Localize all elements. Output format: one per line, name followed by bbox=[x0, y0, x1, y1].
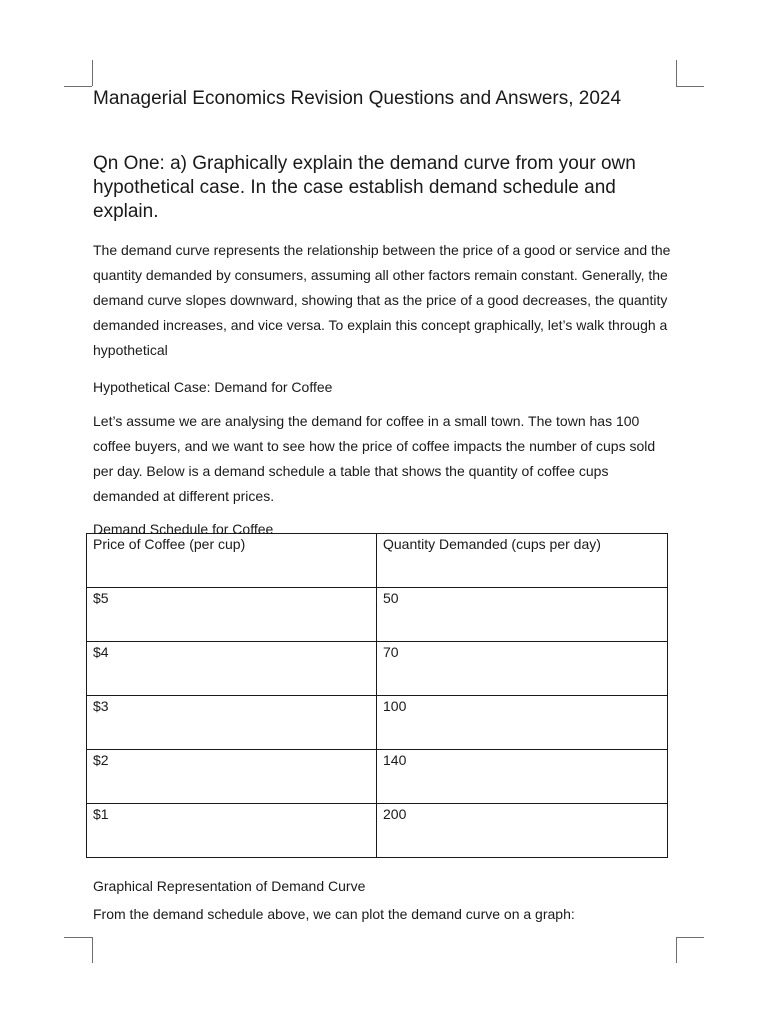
crop-mark-bottom-right-vertical bbox=[676, 937, 677, 963]
crop-mark-top-left-horizontal bbox=[64, 86, 92, 87]
case-paragraph: Let’s assume we are analysing the demand for coffee in a small town. The town has 100 coffee buyers, and we want to see how the price of coffee impacts the number of cups sold per day. Below is a demand schedule a table that shows the quantity of coffee cups demanded at different prices. bbox=[93, 413, 656, 504]
table-cell-quantity: 50 bbox=[377, 588, 668, 642]
table-row bbox=[87, 588, 668, 642]
table-cell-quantity: 100 bbox=[377, 696, 668, 750]
table-cell-quantity: 200 bbox=[377, 804, 668, 858]
demand-schedule-table bbox=[86, 533, 668, 858]
crop-mark-top-left-vertical bbox=[92, 60, 93, 86]
table-row bbox=[87, 750, 668, 804]
table-cell-quantity: 140 bbox=[377, 750, 668, 804]
table-row bbox=[87, 696, 668, 750]
case-heading: Hypothetical Case: Demand for Coffee bbox=[93, 379, 333, 395]
table-cell-price: $1 bbox=[87, 804, 377, 858]
document-body bbox=[93, 86, 673, 539]
crop-mark-bottom-right-horizontal bbox=[676, 937, 704, 938]
document-title: Managerial Economics Revision Questions and Answers, 2024 bbox=[93, 88, 622, 109]
table-cell-price: $2 bbox=[87, 750, 377, 804]
crop-mark-top-right-horizontal bbox=[676, 86, 704, 87]
table-cell-price: $5 bbox=[87, 588, 377, 642]
table-header-price: Price of Coffee (per cup) bbox=[87, 534, 377, 588]
table-caption: Demand Schedule for Coffee bbox=[93, 521, 274, 537]
table-cell-price: $3 bbox=[87, 696, 377, 750]
table-cell-quantity: 70 bbox=[377, 642, 668, 696]
table-cell-price: $4 bbox=[87, 642, 377, 696]
table-row bbox=[87, 642, 668, 696]
intro-paragraph: The demand curve represents the relationship between the price of a good or service and the quantity demanded by consumers, assuming all other factors remain constant. Generally, the demand curve slopes downward, showing that as the price of a good decreases, the quantity demanded increases, and vice versa. To explain this concept graphically, let’s walk through a hypothetical bbox=[93, 242, 671, 358]
crop-mark-top-right-vertical bbox=[676, 60, 677, 86]
table-header-quantity: Quantity Demanded (cups per day) bbox=[377, 534, 668, 588]
crop-mark-bottom-left-vertical bbox=[92, 937, 93, 963]
table-header-row bbox=[87, 534, 668, 588]
graph-section bbox=[93, 876, 673, 924]
graph-heading: Graphical Representation of Demand Curve bbox=[93, 878, 366, 894]
crop-mark-bottom-left-horizontal bbox=[64, 937, 92, 938]
question-heading: Qn One: a) Graphically explain the demand curve from your own hypothetical case. In the case establish demand schedule and explain. bbox=[93, 153, 636, 222]
table-row bbox=[87, 804, 668, 858]
graph-intro: From the demand schedule above, we can plot the demand curve on a graph: bbox=[93, 906, 575, 922]
